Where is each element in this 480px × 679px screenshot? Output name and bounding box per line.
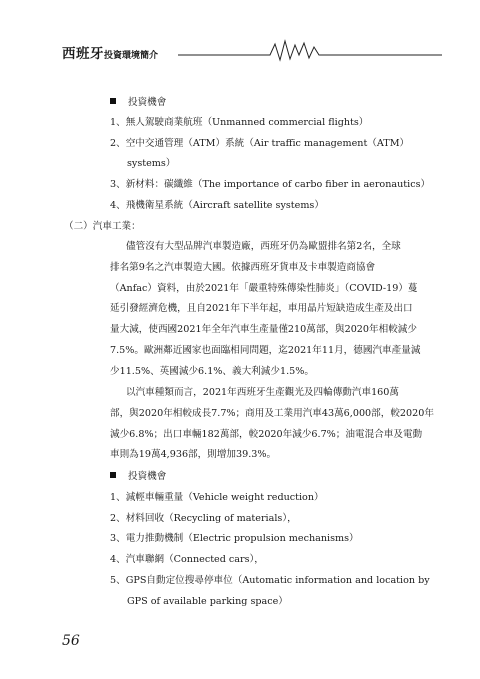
paragraph-line: 量大減，使西國2021年全年汽車生產量僅210萬部，與2020年相較減少 (110, 324, 417, 335)
list-item: 2、材料回收（Recycling of materials）， (110, 513, 297, 524)
list-item: 2、空中交通管理（ATM）系統（Air traffic management（ATM） (110, 138, 410, 149)
list-item: 3、新材料：碳纖維（The importance of carbo fiber in aeronautics） (110, 179, 431, 190)
header-subtitle: 投資環境簡介 (104, 51, 159, 61)
square-bullet-icon (110, 98, 116, 104)
list-item: 4、飛機衛星系統（Aircraft satellite systems） (110, 200, 324, 211)
investment-bullet-2 (110, 470, 166, 484)
paragraph-line: 以汽車種類而言，2021年西班牙生產觀光及四輪傳動汽車160萬 (126, 387, 399, 398)
header-title (62, 42, 158, 62)
list-item: 1、無人駕駛商業航班（Unmanned commercial flights） (110, 117, 369, 128)
page-number: 56 (62, 633, 80, 649)
paragraph-line: （Anfac）資料，由於2021年「嚴重特殊傳染性肺炎」（COVID-19）蔓 (110, 283, 418, 294)
bullet-label: 投資機會 (128, 471, 167, 482)
list-item-continuation: systems） (127, 158, 176, 169)
section-heading: （二）汽車工業： (64, 221, 141, 232)
paragraph-line: 排名第9名之汽車製造大國。依據西班牙貨車及卡車製造商協會 (110, 262, 376, 273)
paragraph-line: 車則為19萬4,936部，則增加39.3%。 (110, 449, 277, 460)
investment-bullet-1 (110, 96, 166, 110)
paragraph-line: 儘管沒有大型品牌汽車製造廠，西班牙仍為歐盟排名第2名，全球 (126, 241, 401, 252)
list-item: 1、減輕車輛重量（Vehicle weight reduction） (110, 492, 324, 503)
paragraph-line: 部，與2020年相較成長7.7%；商用及工業用汽車43萬6,000部，較2020年 (110, 408, 434, 419)
square-bullet-icon (110, 472, 116, 478)
list-item: 5、GPS自動定位搜尋停車位（Automatic information and location by (110, 575, 430, 586)
list-item: 4、汽車聯網（Connected cars）， (110, 554, 264, 565)
heartbeat-line-icon (178, 38, 442, 62)
page-header (62, 38, 442, 62)
list-item: 3、電力推動機制（Electric propulsion mechanisms） (110, 533, 359, 544)
paragraph-line: 7.5%。歐洲鄰近國家也面臨相同問題，迄2021年11月，德國汽車產量減 (110, 345, 421, 356)
header-main-title: 西班牙 (62, 46, 104, 62)
paragraph-line: 少11.5%、英國減少6.1%、義大利減少1.5%。 (110, 366, 314, 377)
paragraph-line: 延引發經濟危機，且自2021年下半年起，車用晶片短缺造成生產及出口 (110, 303, 413, 314)
bullet-label: 投資機會 (128, 97, 167, 108)
list-item-continuation: GPS of available parking space） (127, 596, 288, 607)
paragraph-line: 減少6.8%；出口車輛182萬部，較2020年減少6.7%；油電混合車及電動 (110, 429, 423, 440)
